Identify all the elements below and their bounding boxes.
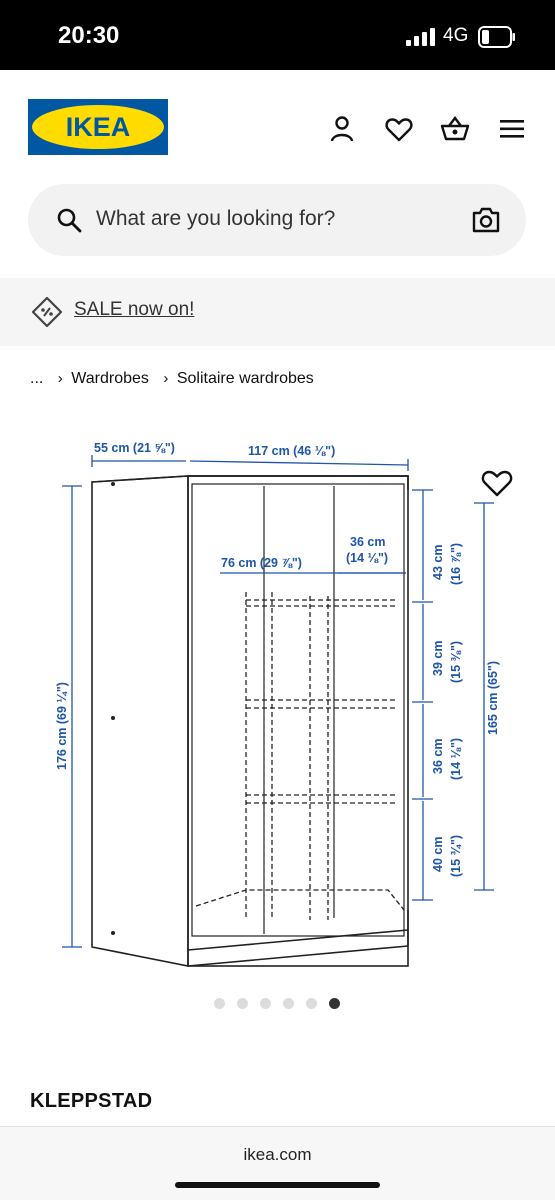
breadcrumb-wardrobes[interactable]: Wardrobes (71, 370, 149, 387)
shelf-gap-4-in: (15 ¾") (449, 834, 463, 877)
sale-link[interactable]: SALE now on! (74, 299, 195, 320)
shelf-gap-1-cm: 43 cm (431, 544, 445, 580)
browser-address-bar[interactable] (0, 1126, 555, 1200)
camera-search-icon[interactable] (471, 206, 501, 234)
carousel-dot[interactable] (260, 998, 271, 1009)
basket-icon[interactable] (440, 114, 470, 144)
menu-icon[interactable] (497, 114, 527, 144)
carousel-dot[interactable] (237, 998, 248, 1009)
wishlist-icon[interactable] (384, 114, 414, 144)
breadcrumb-solitaire-wardrobes[interactable]: Solitaire wardrobes (176, 370, 314, 387)
site-header (0, 70, 555, 180)
inner-height-label: 165 cm (65") (486, 660, 500, 735)
door-width-in-label: (14 ⅛") (346, 551, 389, 565)
shelf-gap-2-in: (15 ⅜") (449, 640, 463, 683)
ikea-logo[interactable] (28, 99, 168, 155)
status-bar (0, 0, 555, 70)
depth-label: 55 cm (21 ⅝") (94, 441, 175, 455)
status-time: 20:30 (58, 22, 120, 49)
shelf-gap-2-cm: 39 cm (431, 640, 445, 676)
chevron-right-icon: › (163, 370, 169, 387)
shelf-gap-1-in: (16 ⅞") (449, 542, 463, 585)
page-url[interactable]: ikea.com (243, 1145, 312, 1164)
shelf-gap-4-cm: 40 cm (431, 836, 445, 872)
carousel-dot-active[interactable] (329, 998, 340, 1009)
width-label: 117 cm (46 ⅛") (248, 444, 336, 458)
add-to-wishlist-icon[interactable] (480, 466, 514, 500)
carousel-dot[interactable] (214, 998, 225, 1009)
signal-icon (406, 28, 436, 46)
network-type: 4G (443, 25, 469, 46)
shelf-gap-3-cm: 36 cm (431, 738, 445, 774)
discount-tag-icon (31, 296, 63, 328)
door-width-cm-label: 36 cm (350, 535, 386, 549)
carousel-dot[interactable] (306, 998, 317, 1009)
sale-banner[interactable] (0, 278, 555, 346)
chevron-right-icon: › (57, 370, 63, 387)
search-placeholder: What are you looking for? (96, 207, 336, 230)
search-bar[interactable] (28, 184, 526, 256)
breadcrumb (30, 370, 314, 388)
shelf-gap-3-in: (14 ⅛") (449, 737, 463, 780)
carousel-dot[interactable] (283, 998, 294, 1009)
breadcrumb-ellipsis[interactable]: ... (30, 370, 44, 387)
image-carousel-indicator (214, 998, 340, 1012)
account-icon[interactable] (327, 114, 357, 144)
inner-width-label: 76 cm (29 ⅞") (221, 556, 302, 570)
search-icon (56, 207, 82, 233)
total-height-label: 176 cm (69 ¼") (55, 682, 69, 770)
product-dimension-image[interactable] (0, 425, 555, 985)
home-indicator (175, 1182, 380, 1188)
battery-icon (478, 26, 516, 48)
logo-text: IKEA (65, 112, 131, 142)
product-name: KLEPPSTAD (30, 1090, 153, 1112)
